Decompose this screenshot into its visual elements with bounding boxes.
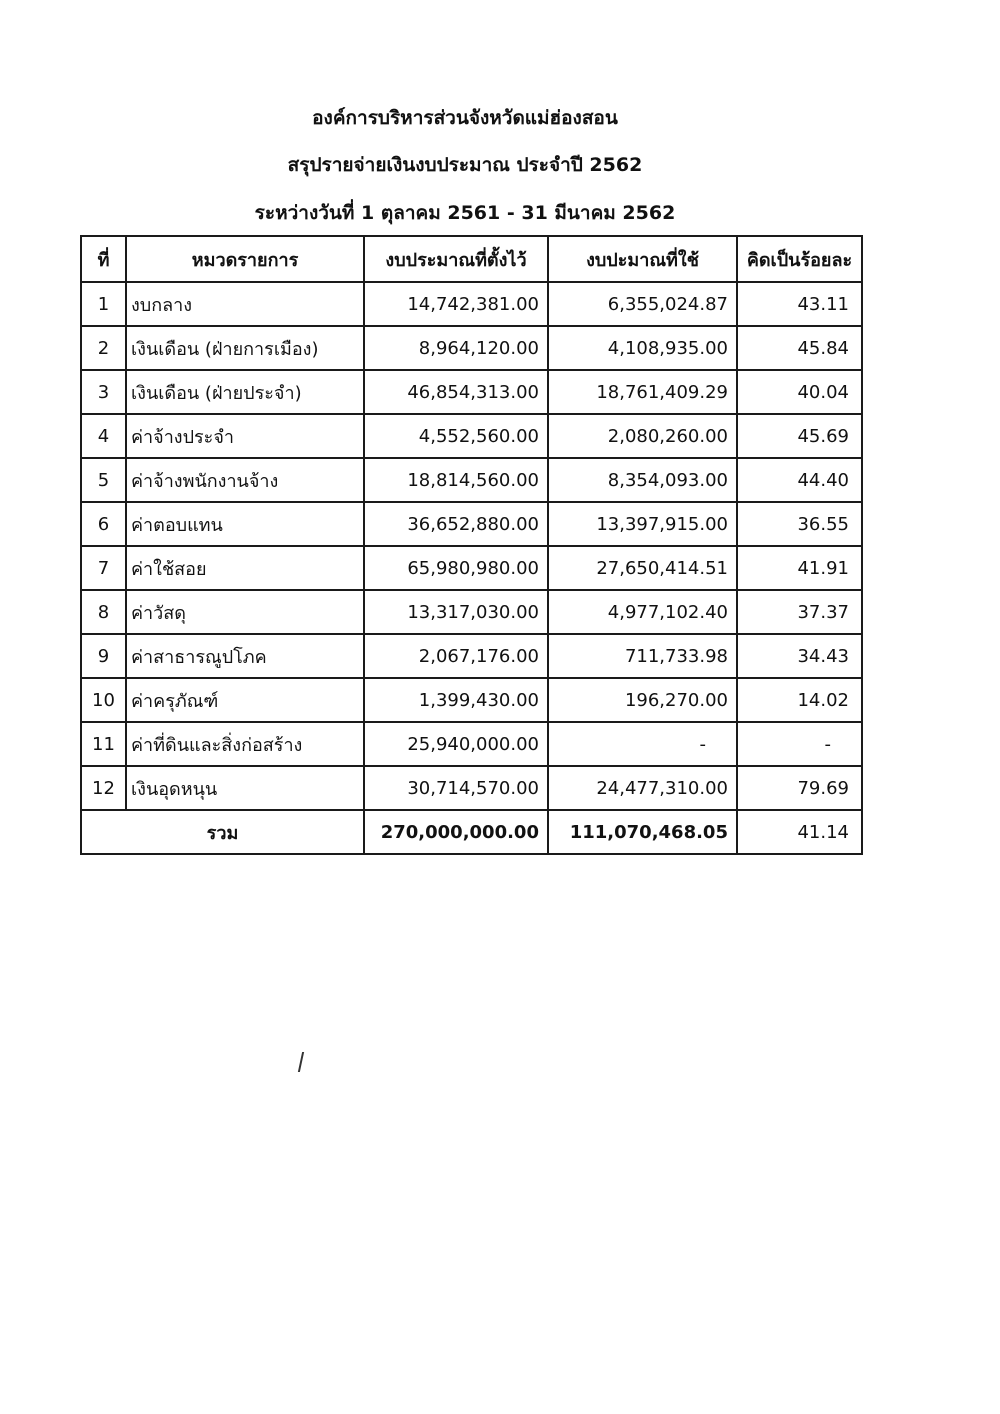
row-no: 6 [81,502,126,546]
row-budget-set: 30,714,570.00 [364,766,548,810]
table-row [81,634,862,678]
row-category: ค่าใช้สอย [126,546,364,590]
table-row [81,722,862,766]
row-no: 8 [81,590,126,634]
table-row [81,590,862,634]
document-subtitle: สรุปรายจ่ายเงินงบประมาณ ประจำปี 2562 [287,154,643,176]
table-total-row [81,810,862,854]
row-category: งบกลาง [126,282,364,326]
row-percent: 79.69 [737,766,862,810]
row-budget-set: 1,399,430.00 [364,678,548,722]
total-label: รวม [81,810,364,854]
table-row [81,326,862,370]
row-budget-set: 18,814,560.00 [364,458,548,502]
table-row [81,678,862,722]
total-budget-set: 270,000,000.00 [364,810,548,854]
document-period: ระหว่างวันที่ 1 ตุลาคม 2561 - 31 มีนาคม 2562 [254,202,676,224]
row-percent: 45.69 [737,414,862,458]
row-percent: 37.37 [737,590,862,634]
row-percent: 43.11 [737,282,862,326]
row-budget-used: 13,397,915.00 [548,502,737,546]
row-budget-set: 25,940,000.00 [364,722,548,766]
row-budget-set: 46,854,313.00 [364,370,548,414]
header-budget-used: งบปะมาณที่ใช้ [548,236,737,282]
row-category: ค่าตอบแทน [126,502,364,546]
table-row [81,414,862,458]
row-percent: 44.40 [737,458,862,502]
row-no: 3 [81,370,126,414]
row-percent: 14.02 [737,678,862,722]
budget-summary-table [80,235,863,855]
row-budget-used: 24,477,310.00 [548,766,737,810]
row-budget-used: 8,354,093.00 [548,458,737,502]
row-no: 10 [81,678,126,722]
document-title: องค์การบริหารส่วนจังหวัดแม่ฮ่องสอน [312,107,618,129]
row-percent: - [737,722,862,766]
table-row [81,766,862,810]
table-row [81,502,862,546]
row-category: ค่าจ้างประจำ [126,414,364,458]
row-no: 11 [81,722,126,766]
table-row [81,546,862,590]
total-percent: 41.14 [737,810,862,854]
row-no: 1 [81,282,126,326]
row-budget-used: 711,733.98 [548,634,737,678]
table-header-row [81,236,862,282]
row-category: ค่าสาธารณูปโภค [126,634,364,678]
row-no: 7 [81,546,126,590]
row-budget-used: 4,977,102.40 [548,590,737,634]
row-no: 9 [81,634,126,678]
row-category: เงินเดือน (ฝ่ายประจำ) [126,370,364,414]
row-budget-used: 18,761,409.29 [548,370,737,414]
table-row [81,458,862,502]
row-category: เงินเดือน (ฝ่ายการเมือง) [126,326,364,370]
row-budget-used: 2,080,260.00 [548,414,737,458]
row-budget-used: - [548,722,737,766]
header-budget-set: งบประมาณที่ตั้งไว้ [364,236,548,282]
row-budget-used: 4,108,935.00 [548,326,737,370]
header-percent: คิดเป็นร้อยละ [737,236,862,282]
row-percent: 45.84 [737,326,862,370]
row-budget-set: 65,980,980.00 [364,546,548,590]
row-category: ค่าจ้างพนักงานจ้าง [126,458,364,502]
row-no: 4 [81,414,126,458]
row-budget-used: 6,355,024.87 [548,282,737,326]
total-budget-used: 111,070,468.05 [548,810,737,854]
row-budget-used: 27,650,414.51 [548,546,737,590]
row-budget-set: 36,652,880.00 [364,502,548,546]
row-no: 12 [81,766,126,810]
row-category: ค่าวัสดุ [126,590,364,634]
row-budget-set: 14,742,381.00 [364,282,548,326]
row-no: 5 [81,458,126,502]
row-budget-set: 4,552,560.00 [364,414,548,458]
table-row [81,282,862,326]
row-percent: 41.91 [737,546,862,590]
row-no: 2 [81,326,126,370]
row-category: ค่าครุภัณฑ์ [126,678,364,722]
row-budget-set: 8,964,120.00 [364,326,548,370]
row-category: ค่าที่ดินและสิ่งก่อสร้าง [126,722,364,766]
row-percent: 40.04 [737,370,862,414]
row-percent: 34.43 [737,634,862,678]
row-budget-used: 196,270.00 [548,678,737,722]
pen-mark [298,1052,304,1072]
row-percent: 36.55 [737,502,862,546]
header-no: ที่ [81,236,126,282]
table-row [81,370,862,414]
header-category: หมวดรายการ [126,236,364,282]
row-budget-set: 2,067,176.00 [364,634,548,678]
row-category: เงินอุดหนุน [126,766,364,810]
row-budget-set: 13,317,030.00 [364,590,548,634]
